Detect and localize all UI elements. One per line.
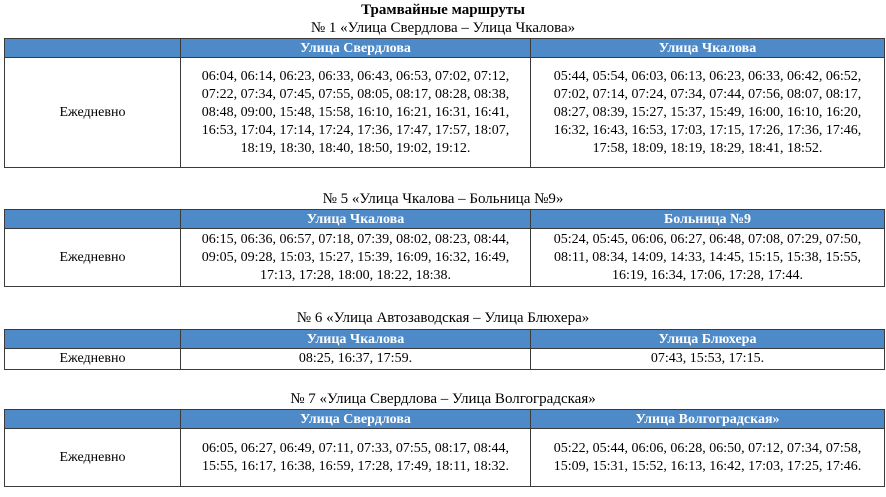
page-title: Трамвайные маршруты	[361, 2, 525, 18]
column-header: Улица Свердлова	[181, 410, 531, 429]
column-header: Улица Чкалова	[531, 39, 885, 58]
table-row	[5, 429, 885, 487]
route-5-title: № 5 «Улица Чкалова – Больница №9»	[322, 191, 564, 207]
departure-times: 05:24, 05:45, 06:06, 06:27, 06:48, 07:08, 07:29, 07:50, 08:11, 08:34, 14:09, 14:33, 14:45, 15:15, 15:38, 15:55, 16:19, 16:34, 17:06, 17:28, 17:44.	[531, 229, 885, 287]
table-row	[5, 229, 885, 287]
column-header: Больница №9	[531, 210, 885, 229]
route-6-title: № 6 «Улица Автозаводская – Улица Блюхера»	[296, 310, 590, 326]
column-header: Улица Свердлова	[181, 39, 531, 58]
header-blank	[5, 410, 181, 429]
departure-times: 08:25, 16:37, 17:59.	[181, 349, 531, 370]
route-5-table	[4, 209, 885, 287]
table-header-row	[5, 330, 885, 349]
table-row	[5, 58, 885, 168]
table-header-row	[5, 39, 885, 58]
header-blank	[5, 210, 181, 229]
day-label: Ежедневно	[5, 429, 181, 487]
table-row	[5, 349, 885, 370]
day-label: Ежедневно	[5, 58, 181, 168]
table-header-row	[5, 210, 885, 229]
column-header: Улица Блюхера	[531, 330, 885, 349]
day-label: Ежедневно	[5, 229, 181, 287]
departure-times: 07:43, 15:53, 17:15.	[531, 349, 885, 370]
route-6-table	[4, 329, 885, 370]
departure-times: 06:15, 06:36, 06:57, 07:18, 07:39, 08:02, 08:23, 08:44, 09:05, 09:28, 15:03, 15:27, 15:39, 16:09, 16:32, 16:49, 17:13, 17:28, 18:00, 18:22, 18:38.	[181, 229, 531, 287]
departure-times: 05:44, 05:54, 06:03, 06:13, 06:23, 06:33, 06:42, 06:52, 07:02, 07:14, 07:24, 07:34, 07:44, 07:56, 08:07, 08:17, 08:27, 08:39, 15:27, 15:37, 15:49, 16:00, 16:10, 16:20, 16:32, 16:43, 16:53, 17:03, 17:15, 17:26, 17:36, 17:46, 17:58, 18:09, 18:19, 18:29, 18:41, 18:52.	[531, 58, 885, 168]
route-1-title: № 1 «Улица Свердлова – Улица Чкалова»	[310, 20, 576, 36]
departure-times: 06:05, 06:27, 06:49, 07:11, 07:33, 07:55, 08:17, 08:44, 15:55, 16:17, 16:38, 16:59, 17:28, 17:49, 18:11, 18:32.	[181, 429, 531, 487]
header-blank	[5, 330, 181, 349]
header-blank	[5, 39, 181, 58]
table-header-row	[5, 410, 885, 429]
route-7-title: № 7 «Улица Свердлова – Улица Волгоградская»	[290, 391, 596, 407]
route-1-table	[4, 38, 885, 168]
day-label: Ежедневно	[5, 349, 181, 370]
column-header: Улица Волгоградская»	[531, 410, 885, 429]
column-header: Улица Чкалова	[181, 330, 531, 349]
departure-times: 06:04, 06:14, 06:23, 06:33, 06:43, 06:53, 07:02, 07:12, 07:22, 07:34, 07:45, 07:55, 08:05, 08:17, 08:28, 08:38, 08:48, 09:00, 15:48, 15:58, 16:10, 16:21, 16:31, 16:41, 16:53, 17:04, 17:14, 17:24, 17:36, 17:47, 17:57, 18:07, 18:19, 18:30, 18:40, 18:50, 19:02, 19:12.	[181, 58, 531, 168]
route-7-table	[4, 409, 885, 487]
departure-times: 05:22, 05:44, 06:06, 06:28, 06:50, 07:12, 07:34, 07:58, 15:09, 15:31, 15:52, 16:13, 16:42, 17:03, 17:25, 17:46.	[531, 429, 885, 487]
column-header: Улица Чкалова	[181, 210, 531, 229]
